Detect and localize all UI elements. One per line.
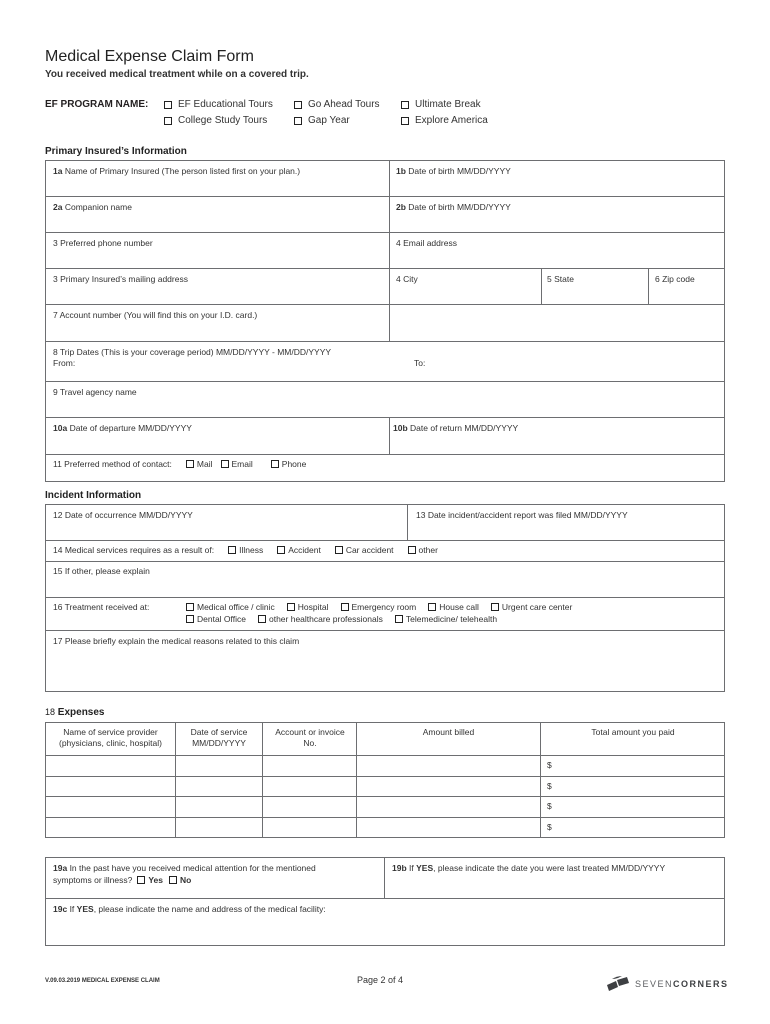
checkbox-icon[interactable] [294, 101, 302, 109]
field-4-email-label[interactable]: 4 Email address [396, 238, 457, 248]
checkbox-icon[interactable] [228, 546, 236, 554]
expenses-header-paid: Total amount you paid [591, 727, 675, 737]
expense-paid-1[interactable]: $ [547, 760, 552, 770]
row-divider [45, 196, 725, 197]
program-option-explore[interactable]: Explore America [401, 115, 488, 126]
field-11-label: 11 Preferred method of contact: [53, 459, 172, 469]
col-divider [384, 857, 385, 898]
answer-yes[interactable]: Yes [137, 875, 163, 885]
checkbox-icon[interactable] [221, 460, 229, 468]
service-illness[interactable]: Illness [228, 545, 263, 555]
row-divider [45, 304, 725, 305]
col-divider [648, 268, 649, 304]
contact-email[interactable]: Email [221, 459, 253, 469]
treatment-other-professionals[interactable]: other healthcare professionals [258, 614, 383, 624]
field-10b-label[interactable]: 10b Date of return MM/DD/YYYY [393, 423, 519, 433]
row-divider [45, 776, 725, 777]
checkbox-icon[interactable] [186, 603, 194, 611]
expenses-header-account: Account or invoice No. [275, 727, 345, 748]
col-divider [407, 504, 408, 540]
row-divider [45, 755, 725, 756]
col-divider [540, 722, 541, 838]
field-15-label[interactable]: 15 If other, please explain [53, 566, 150, 576]
checkbox-icon[interactable] [287, 603, 295, 611]
checkbox-icon[interactable] [186, 460, 194, 468]
col-divider [262, 722, 263, 838]
row-divider [45, 630, 725, 631]
expenses-header-provider: Name of service provider (physicians, clinic, hospital) [59, 727, 162, 748]
page-number: Page 2 of 4 [357, 975, 404, 985]
field-16-row1 [186, 602, 582, 612]
checkbox-icon[interactable] [491, 603, 499, 611]
row-divider [45, 796, 725, 797]
field-12-label[interactable]: 12 Date of occurrence MM/DD/YYYY [53, 510, 193, 520]
col-divider [175, 722, 176, 838]
col-divider [356, 722, 357, 838]
treatment-telemedicine[interactable]: Telemedicine/ telehealth [395, 614, 497, 624]
treatment-house-call[interactable]: House call [428, 602, 479, 612]
field-1a-label[interactable]: 1a Name of Primary Insured (The person listed first on your plan.) [53, 166, 301, 176]
row-divider [45, 381, 725, 382]
field-17-label[interactable]: 17 Please briefly explain the medical reasons related to this claim [53, 636, 300, 646]
expense-paid-3[interactable]: $ [547, 801, 552, 811]
program-option-goahead[interactable]: Go Ahead Tours [294, 99, 380, 110]
treatment-emergency-room[interactable]: Emergency room [341, 602, 417, 612]
checkbox-icon[interactable] [408, 546, 416, 554]
checkbox-icon[interactable] [186, 615, 194, 623]
expenses-header-billed: Amount billed [422, 727, 475, 737]
field-10a-label[interactable]: 10a Date of departure MM/DD/YYYY [53, 423, 192, 433]
row-divider [45, 540, 725, 541]
program-label: EF PROGRAM NAME: [45, 99, 149, 110]
expenses-section-title: 18 Expenses [45, 707, 105, 718]
field-19a-answer [53, 875, 201, 885]
row-divider [45, 454, 725, 455]
field-19a-line2: symptoms or illness? [53, 875, 133, 885]
program-option-ultimate[interactable]: Ultimate Break [401, 99, 481, 110]
field-3-phone-label[interactable]: 3 Preferred phone number [53, 238, 153, 248]
checkbox-icon[interactable] [294, 117, 302, 125]
expense-paid-4[interactable]: $ [547, 822, 552, 832]
checkbox-icon[interactable] [401, 117, 409, 125]
checkbox-icon[interactable] [164, 101, 172, 109]
service-other[interactable]: other [408, 545, 438, 555]
incident-info-box [45, 504, 725, 692]
field-9-agency-label[interactable]: 9 Travel agency name [53, 387, 137, 397]
contact-phone[interactable]: Phone [271, 459, 307, 469]
treatment-dental-office[interactable]: Dental Office [186, 614, 246, 624]
field-19a-label: 19a In the past have you received medical attention for the mentioned [53, 863, 316, 873]
field-19b-label[interactable]: 19b If YES, please indicate the date you were last treated MM/DD/YYYY [392, 863, 666, 873]
field-14-services [53, 545, 448, 555]
row-divider [45, 268, 725, 269]
primary-section-title: Primary Insured’s Information [45, 146, 187, 157]
service-car-accident[interactable]: Car accident [335, 545, 394, 555]
row-divider [45, 817, 725, 818]
row-divider [45, 232, 725, 233]
col-divider [541, 268, 542, 304]
program-option-gapyear[interactable]: Gap Year [294, 115, 350, 126]
answer-no[interactable]: No [169, 875, 191, 885]
field-2b-label[interactable]: 2b Date of birth MM/DD/YYYY [396, 202, 511, 212]
service-accident[interactable]: Accident [277, 545, 321, 555]
field-11-contact [53, 459, 316, 469]
field-3-address-label[interactable]: 3 Primary Insured’s mailing address [53, 274, 188, 284]
field-16-row2 [186, 614, 507, 624]
field-2a-label[interactable]: 2a Companion name [53, 202, 132, 212]
page-title: Medical Expense Claim Form [45, 48, 254, 65]
field-7-account-label[interactable]: 7 Account number (You will find this on your I.D. card.) [53, 310, 258, 320]
row-divider [45, 898, 725, 899]
treatment-urgent-care[interactable]: Urgent care center [491, 602, 572, 612]
expense-paid-2[interactable]: $ [547, 781, 552, 791]
field-8-tripdates-label[interactable]: 8 Trip Dates (This is your coverage period) MM/DD/YYYY - MM/DD/YYYY [53, 347, 332, 357]
incident-section-title: Incident Information [45, 490, 142, 501]
row-divider [45, 417, 725, 418]
field-8-to-label[interactable]: To: [414, 358, 426, 368]
field-14-label: 14 Medical services requires as a result of: [53, 545, 215, 555]
checkbox-icon[interactable] [277, 546, 285, 554]
checkbox-icon[interactable] [401, 101, 409, 109]
checkbox-icon[interactable] [164, 117, 172, 125]
field-6-zip-label[interactable]: 6 Zip code [655, 274, 695, 284]
checkbox-icon[interactable] [137, 876, 145, 884]
field-4-city-label[interactable]: 4 City [396, 274, 418, 284]
checkbox-icon[interactable] [395, 615, 403, 623]
footer-version: V.09.03.2019 MEDICAL EXPENSE CLAIM [45, 978, 160, 984]
checkbox-icon[interactable] [428, 603, 436, 611]
field-16-label: 16 Treatment received at: [53, 602, 150, 612]
primary-info-box [45, 160, 725, 482]
program-option-ef[interactable]: EF Educational Tours [164, 99, 273, 110]
treatment-hospital[interactable]: Hospital [287, 602, 329, 612]
checkbox-icon[interactable] [271, 460, 279, 468]
field-8-from-label[interactable]: From: [53, 358, 76, 368]
page-subtitle: You received medical treatment while on a covered trip. [45, 69, 309, 80]
checkbox-icon[interactable] [341, 603, 349, 611]
row-divider [45, 597, 725, 598]
contact-mail[interactable]: Mail [186, 459, 213, 469]
expenses-header-date: Date of service MM/DD/YYYY [190, 727, 248, 748]
row-divider [45, 341, 725, 342]
seven-corners-logo [606, 976, 729, 992]
col-divider [389, 160, 390, 341]
checkbox-icon[interactable] [169, 876, 177, 884]
row-divider [45, 561, 725, 562]
col-divider [389, 417, 390, 454]
field-19c-label[interactable]: 19c If YES, please indicate the name and address of the medical facility: [53, 904, 326, 914]
checkbox-icon[interactable] [335, 546, 343, 554]
logo-text: SEVENCORNERS [635, 979, 729, 989]
program-option-college[interactable]: College Study Tours [164, 115, 267, 126]
checkbox-icon[interactable] [258, 615, 266, 623]
treatment-medical-office[interactable]: Medical office / clinic [186, 602, 275, 612]
field-1b-label[interactable]: 1b Date of birth MM/DD/YYYY [396, 166, 511, 176]
seven-corners-logo-icon [606, 976, 630, 992]
field-5-state-label[interactable]: 5 State [547, 274, 574, 284]
field-13-label[interactable]: 13 Date incident/accident report was filed MM/DD/YYYY [416, 510, 628, 520]
